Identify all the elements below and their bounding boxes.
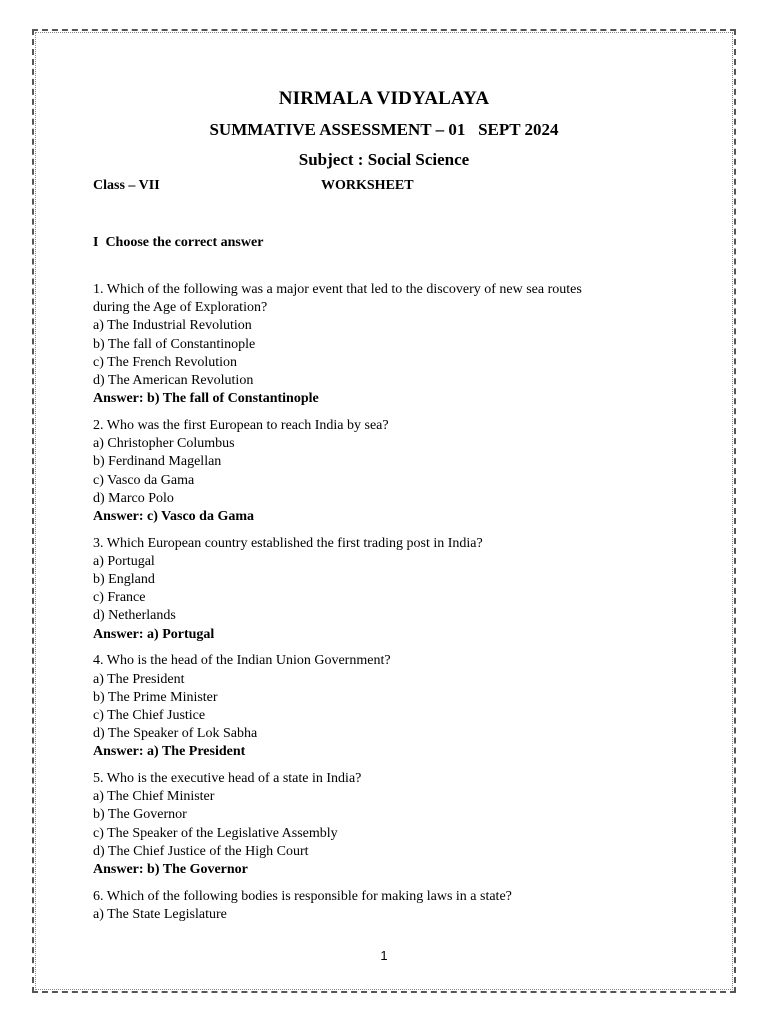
option-b: b) The fall of Constantinople	[93, 336, 256, 352]
option-c: c) Vasco da Gama	[93, 472, 195, 488]
option-c: c) The French Revolution	[93, 354, 237, 370]
assessment-title: SUMMATIVE ASSESSMENT – 01 SEPT 2024	[209, 120, 559, 139]
answer-text: Answer: b) The Governor	[93, 862, 248, 878]
subject-title: Subject : Social Science	[298, 150, 470, 169]
option-c: c) The Speaker of the Legislative Assembly	[93, 825, 338, 841]
option-a: a) Christopher Columbus	[93, 436, 235, 452]
option-b: b) Ferdinand Magellan	[93, 454, 222, 470]
option-a: a) The Industrial Revolution	[93, 318, 252, 334]
option-a: a) The Chief Minister	[93, 789, 215, 805]
option-d: d) The Chief Justice of the High Court	[93, 843, 309, 859]
option-c: c) The Chief Justice	[93, 707, 206, 723]
question-text: 4. Who is the head of the Indian Union Government?	[93, 653, 391, 669]
option-d: d) Netherlands	[93, 608, 176, 624]
class-label: Class – VII	[93, 178, 160, 193]
question-text: during the Age of Exploration?	[93, 300, 268, 316]
question-text: 2. Who was the first European to reach India by sea?	[93, 417, 389, 433]
option-b: b) England	[93, 572, 155, 588]
question-item	[93, 535, 653, 644]
answer-text: Answer: b) The fall of Constantinople	[93, 391, 319, 407]
question-text: 6. Which of the following bodies is responsible for making laws in a state?	[93, 888, 512, 904]
section-title: I Choose the correct answer	[93, 235, 264, 250]
option-d: d) The American Revolution	[93, 373, 254, 389]
option-a: a) The President	[93, 671, 185, 687]
option-b: b) The Prime Minister	[93, 689, 218, 705]
question-item	[93, 652, 653, 761]
question-item	[93, 281, 653, 408]
answer-text: Answer: c) Vasco da Gama	[93, 508, 254, 524]
option-a: a) Portugal	[93, 553, 155, 569]
question-list	[93, 281, 653, 933]
question-item	[93, 770, 653, 879]
worksheet-label: WORKSHEET	[321, 178, 414, 193]
question-item	[93, 417, 653, 526]
question-text: 3. Which European country established the first trading post in India?	[93, 535, 483, 551]
question-item	[93, 888, 653, 924]
page-number: 1	[380, 948, 388, 963]
question-text: 5. Who is the executive head of a state in India?	[93, 771, 362, 787]
question-text: 1. Which of the following was a major event that led to the discovery of new sea routes	[93, 282, 582, 297]
answer-text: Answer: a) The President	[93, 744, 246, 760]
option-d: d) Marco Polo	[93, 490, 174, 506]
school-name: NIRMALA VIDYALAYA	[278, 88, 490, 109]
option-d: d) The Speaker of Lok Sabha	[93, 726, 258, 742]
option-a: a) The State Legislature	[93, 907, 227, 922]
option-b: b) The Governor	[93, 807, 187, 823]
answer-text: Answer: a) Portugal	[93, 626, 215, 642]
option-c: c) France	[93, 590, 146, 606]
